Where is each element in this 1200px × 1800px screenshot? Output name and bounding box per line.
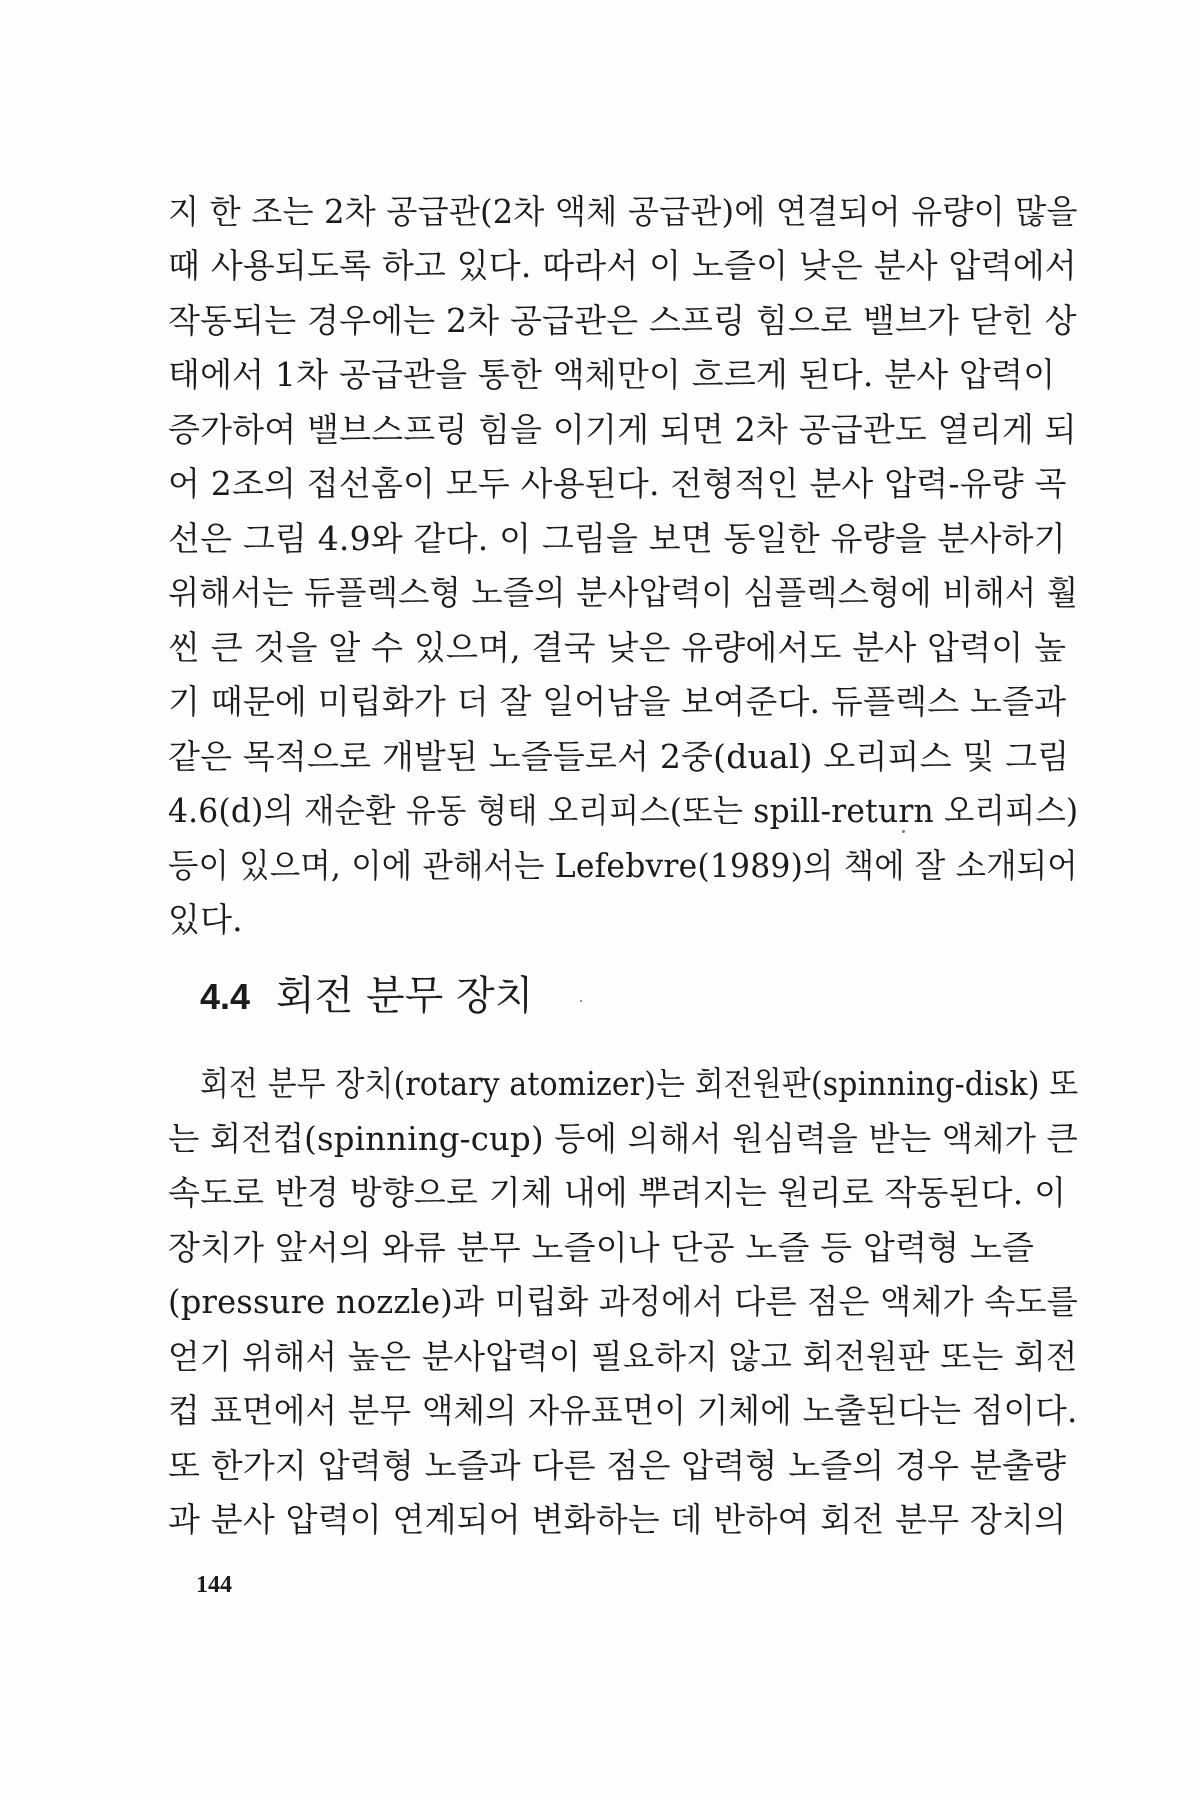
text-line: 4.6(d)의 재순환 유동 형태 오리피스(또는 spill-return 오리피스) xyxy=(168,791,1079,830)
text-line: 같은 목적으로 개발된 노즐들로서 2중(dual) 오리피스 및 그림 xyxy=(168,737,1070,776)
text-line: 는 회전컵(spinning-cup) 등에 의해서 원심력을 받는 액체가 큰 xyxy=(168,1119,1078,1158)
section-title: 회전 분무 장치 xyxy=(276,973,534,1019)
text-line: 어 2조의 접선홈이 모두 사용된다. 전형적인 분사 압력-유량 곡 xyxy=(168,464,1067,503)
text-line: 태에서 1차 공급관을 통한 액체만이 흐르게 된다. 분사 압력이 xyxy=(168,355,1056,394)
page-number: 144 xyxy=(196,1572,232,1598)
text-line: 있다. xyxy=(168,900,243,939)
text-line: 지 한 조는 2차 공급관(2차 액체 공급관)에 연결되어 유량이 많을 xyxy=(168,192,1078,231)
text-line: 작동되는 경우에는 2차 공급관은 스프링 힘으로 밸브가 닫힌 상 xyxy=(168,301,1077,340)
scan-speck xyxy=(902,830,905,833)
text-line: 때 사용되도록 하고 있다. 따라서 이 노즐이 낮은 분사 압력에서 xyxy=(168,246,1077,285)
text-line: 얻기 위해서 높은 분사압력이 필요하지 않고 회전원판 또는 회전 xyxy=(168,1337,1078,1376)
text-line: 속도로 반경 방향으로 기체 내에 뿌려지는 원리로 작동된다. 이 xyxy=(168,1173,1067,1212)
scan-speck xyxy=(580,1000,582,1002)
text-line: 증가하여 밸브스프링 힘을 이기게 되면 2차 공급관도 열리게 되 xyxy=(168,410,1077,449)
text-line: 컵 표면에서 분무 액체의 자유표면이 기체에 노출된다는 점이다. xyxy=(168,1391,1078,1430)
section-number: 4.4 xyxy=(200,976,251,1017)
text-line: 회전 분무 장치(rotary atomizer)는 회전원판(spinning-disk) 또 xyxy=(200,1064,1079,1103)
section-heading xyxy=(200,968,533,1025)
text-line: 위해서는 듀플렉스형 노즐의 분사압력이 심플렉스형에 비해서 훨 xyxy=(168,573,1079,612)
text-line: 등이 있으며, 이에 관해서는 Lefebvre(1989)의 책에 잘 소개되어 xyxy=(168,846,1078,885)
text-line: 기 때문에 미립화가 더 잘 일어남을 보여준다. 듀플렉스 노즐과 xyxy=(168,682,1067,721)
text-line: 선은 그림 4.9와 같다. 이 그림을 보면 동일한 유량을 분사하기 xyxy=(168,519,1066,558)
text-line: 또 한가지 압력형 노즐과 다른 점은 압력형 노즐의 경우 분출량 xyxy=(168,1446,1067,1485)
text-line: 장치가 앞서의 와류 분무 노즐이나 단공 노즐 등 압력형 노즐 xyxy=(168,1228,1035,1267)
text-line: (pressure nozzle)과 미립화 과정에서 다른 점은 액체가 속도를 xyxy=(168,1282,1079,1321)
text-line: 과 분사 압력이 연계되어 변화하는 데 반하여 회전 분무 장치의 xyxy=(168,1500,1067,1539)
text-line: 씬 큰 것을 알 수 있으며, 결국 낮은 유량에서도 분사 압력이 높 xyxy=(168,628,1067,667)
